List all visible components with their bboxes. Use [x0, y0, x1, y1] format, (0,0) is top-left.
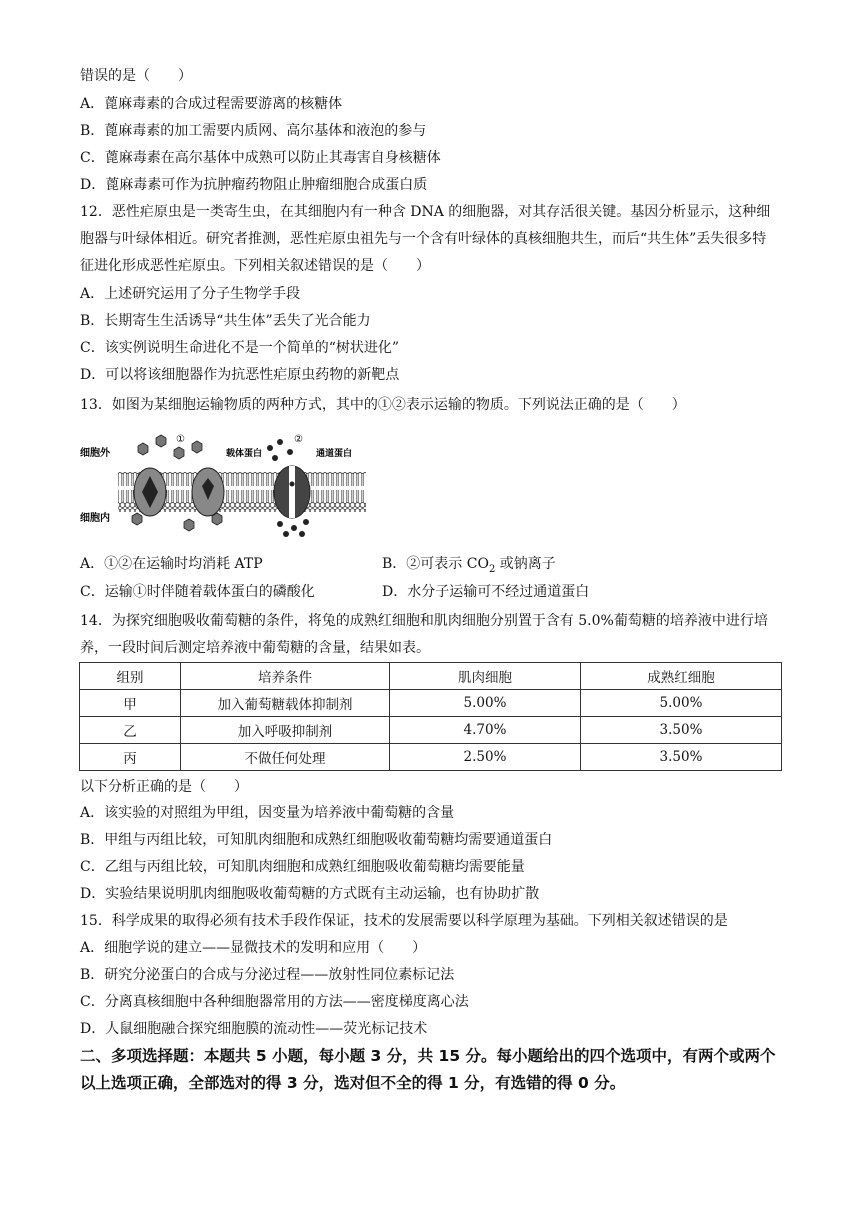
cell: 加入呼吸抑制剂	[181, 717, 390, 744]
q11-option-b: B．蓖麻毒素的加工需要内质网、高尔基体和液泡的参与	[80, 123, 427, 139]
membrane-transport-figure	[80, 428, 380, 540]
q14-option-c: C．乙组与丙组比较，可知肌肉细胞和成熟红细胞吸收葡萄糖均需要能量	[80, 859, 525, 875]
q13-option-a: A．①②在运输时均消耗 ATP	[80, 556, 263, 572]
q15-option-c: C．分离真核细胞中各种细胞器常用的方法——密度梯度离心法	[80, 994, 469, 1010]
table-header-row	[80, 663, 782, 690]
q13-option-b-pre: B．②可表示 CO	[382, 556, 489, 572]
marker-1: ①	[176, 434, 185, 445]
q14-option-a: A．该实验的对照组为甲组，因变量为培养液中葡萄糖的含量	[80, 805, 455, 821]
q14-stem: 14．为探究细胞吸收葡萄糖的条件，将兔的成熟红细胞和肌肉细胞分别置于含有 5.0%葡萄糖的培养液中进行培养，一段时间后测定培养液中葡萄糖的含量，结果如表。	[80, 613, 768, 656]
q15-option-d: D．人鼠细胞融合探究细胞膜的流动性——荧光标记技术	[80, 1021, 428, 1037]
q11-option-c: C．蓖麻毒素在高尔基体中成熟可以防止其毒害自身核糖体	[80, 150, 441, 166]
q15-option-a: A．细胞学说的建立——显微技术的发明和应用（ ）	[80, 940, 427, 956]
table-row	[80, 744, 782, 771]
q12-option-b: B．长期寄生生活诱导“共生体”丢失了光合能力	[80, 313, 371, 329]
q12-stem: 12．恶性疟原虫是一类寄生虫，在其细胞内有一种含 DNA 的细胞器，对其存活很关键。基因分析显示，这种细胞器与叶绿体相近。研究者推测，恶性疟原虫祖先与一个含有叶绿体的真核细胞共生，而后“共生体”丢失很多特征进化形成恶性疟原虫。下列相关叙述错误的是（ ）	[80, 204, 771, 274]
carrier-protein-1	[134, 468, 166, 516]
q11-option-a: A．蓖麻毒素的合成过程需要游离的核糖体	[80, 96, 343, 112]
cell: 5.00%	[390, 690, 581, 717]
channel-protein	[274, 466, 310, 518]
table-row	[80, 717, 782, 744]
q13-option-b-post: 或钠离子	[495, 556, 556, 572]
q13-option-b	[382, 554, 556, 580]
label-outside: 细胞外	[80, 448, 110, 459]
q12-option-a: A．上述研究运用了分子生物学手段	[80, 286, 301, 302]
cell: 甲	[80, 690, 181, 717]
cell: 5.00%	[581, 690, 782, 717]
q13-option-c: C．运输①时伴随着载体蛋白的磷酸化	[80, 584, 315, 600]
header-rbc: 成熟红细胞	[581, 663, 782, 690]
cell: 不做任何处理	[181, 744, 390, 771]
q14-results-table	[79, 662, 782, 771]
header-muscle: 肌肉细胞	[390, 663, 581, 690]
q14-prompt: 以下分析正确的是（ ）	[80, 779, 248, 795]
q14-option-d: D．实验结果说明肌肉细胞吸收葡萄糖的方式既有主动运输，也有协助扩散	[80, 886, 540, 902]
cell: 加入葡萄糖载体抑制剂	[181, 690, 390, 717]
q13-option-d: D．水分子运输可不经过通道蛋白	[382, 584, 590, 600]
table-row	[80, 690, 782, 717]
cell: 3.50%	[581, 717, 782, 744]
q14-option-b: B．甲组与丙组比较，可知肌肉细胞和成熟红细胞吸收葡萄糖均需要通道蛋白	[80, 832, 553, 848]
header-group: 组别	[80, 663, 181, 690]
label-carrier: 载体蛋白	[226, 448, 263, 458]
label-inside: 细胞内	[80, 513, 110, 524]
cell: 2.50%	[390, 744, 581, 771]
q15-stem: 15．科学成果的取得必须有技术手段作保证，技术的发展需要以科学原理为基础。下列相关叙述错误的是	[80, 913, 728, 929]
q12-option-d: D．可以将该细胞器作为抗恶性疟原虫药物的新靶点	[80, 367, 400, 383]
cell: 丙	[80, 744, 181, 771]
cell: 乙	[80, 717, 181, 744]
q12-option-c: C．该实例说明生命进化不是一个简单的“树状进化”	[80, 340, 400, 356]
section-2-heading: 二、多项选择题：本题共 5 小题，每小题 3 分，共 15 分。每小题给出的四个选项中，有两个或两个以上选项正确，全部选对的得 3 分，选对但不全的得 1 分，有选错的得 0 分。	[80, 1047, 776, 1092]
q13-stem: 13．如图为某细胞运输物质的两种方式，其中的①②表示运输的物质。下列说法正确的是（ ）	[80, 397, 686, 413]
label-channel: 通道蛋白	[316, 448, 353, 458]
carrier-protein-2	[192, 468, 224, 516]
cell: 3.50%	[581, 744, 782, 771]
q13-option-b-sub: 2	[488, 563, 496, 575]
q11-option-d: D．蓖麻毒素可作为抗肿瘤药物阻止肿瘤细胞合成蛋白质	[80, 177, 428, 193]
header-condition: 培养条件	[181, 663, 390, 690]
cell: 4.70%	[390, 717, 581, 744]
marker-2: ②	[294, 434, 303, 445]
q15-option-b: B．研究分泌蛋白的合成与分泌过程——放射性同位素标记法	[80, 967, 455, 983]
q11-stem-tail: 错误的是（ ）	[80, 68, 192, 84]
